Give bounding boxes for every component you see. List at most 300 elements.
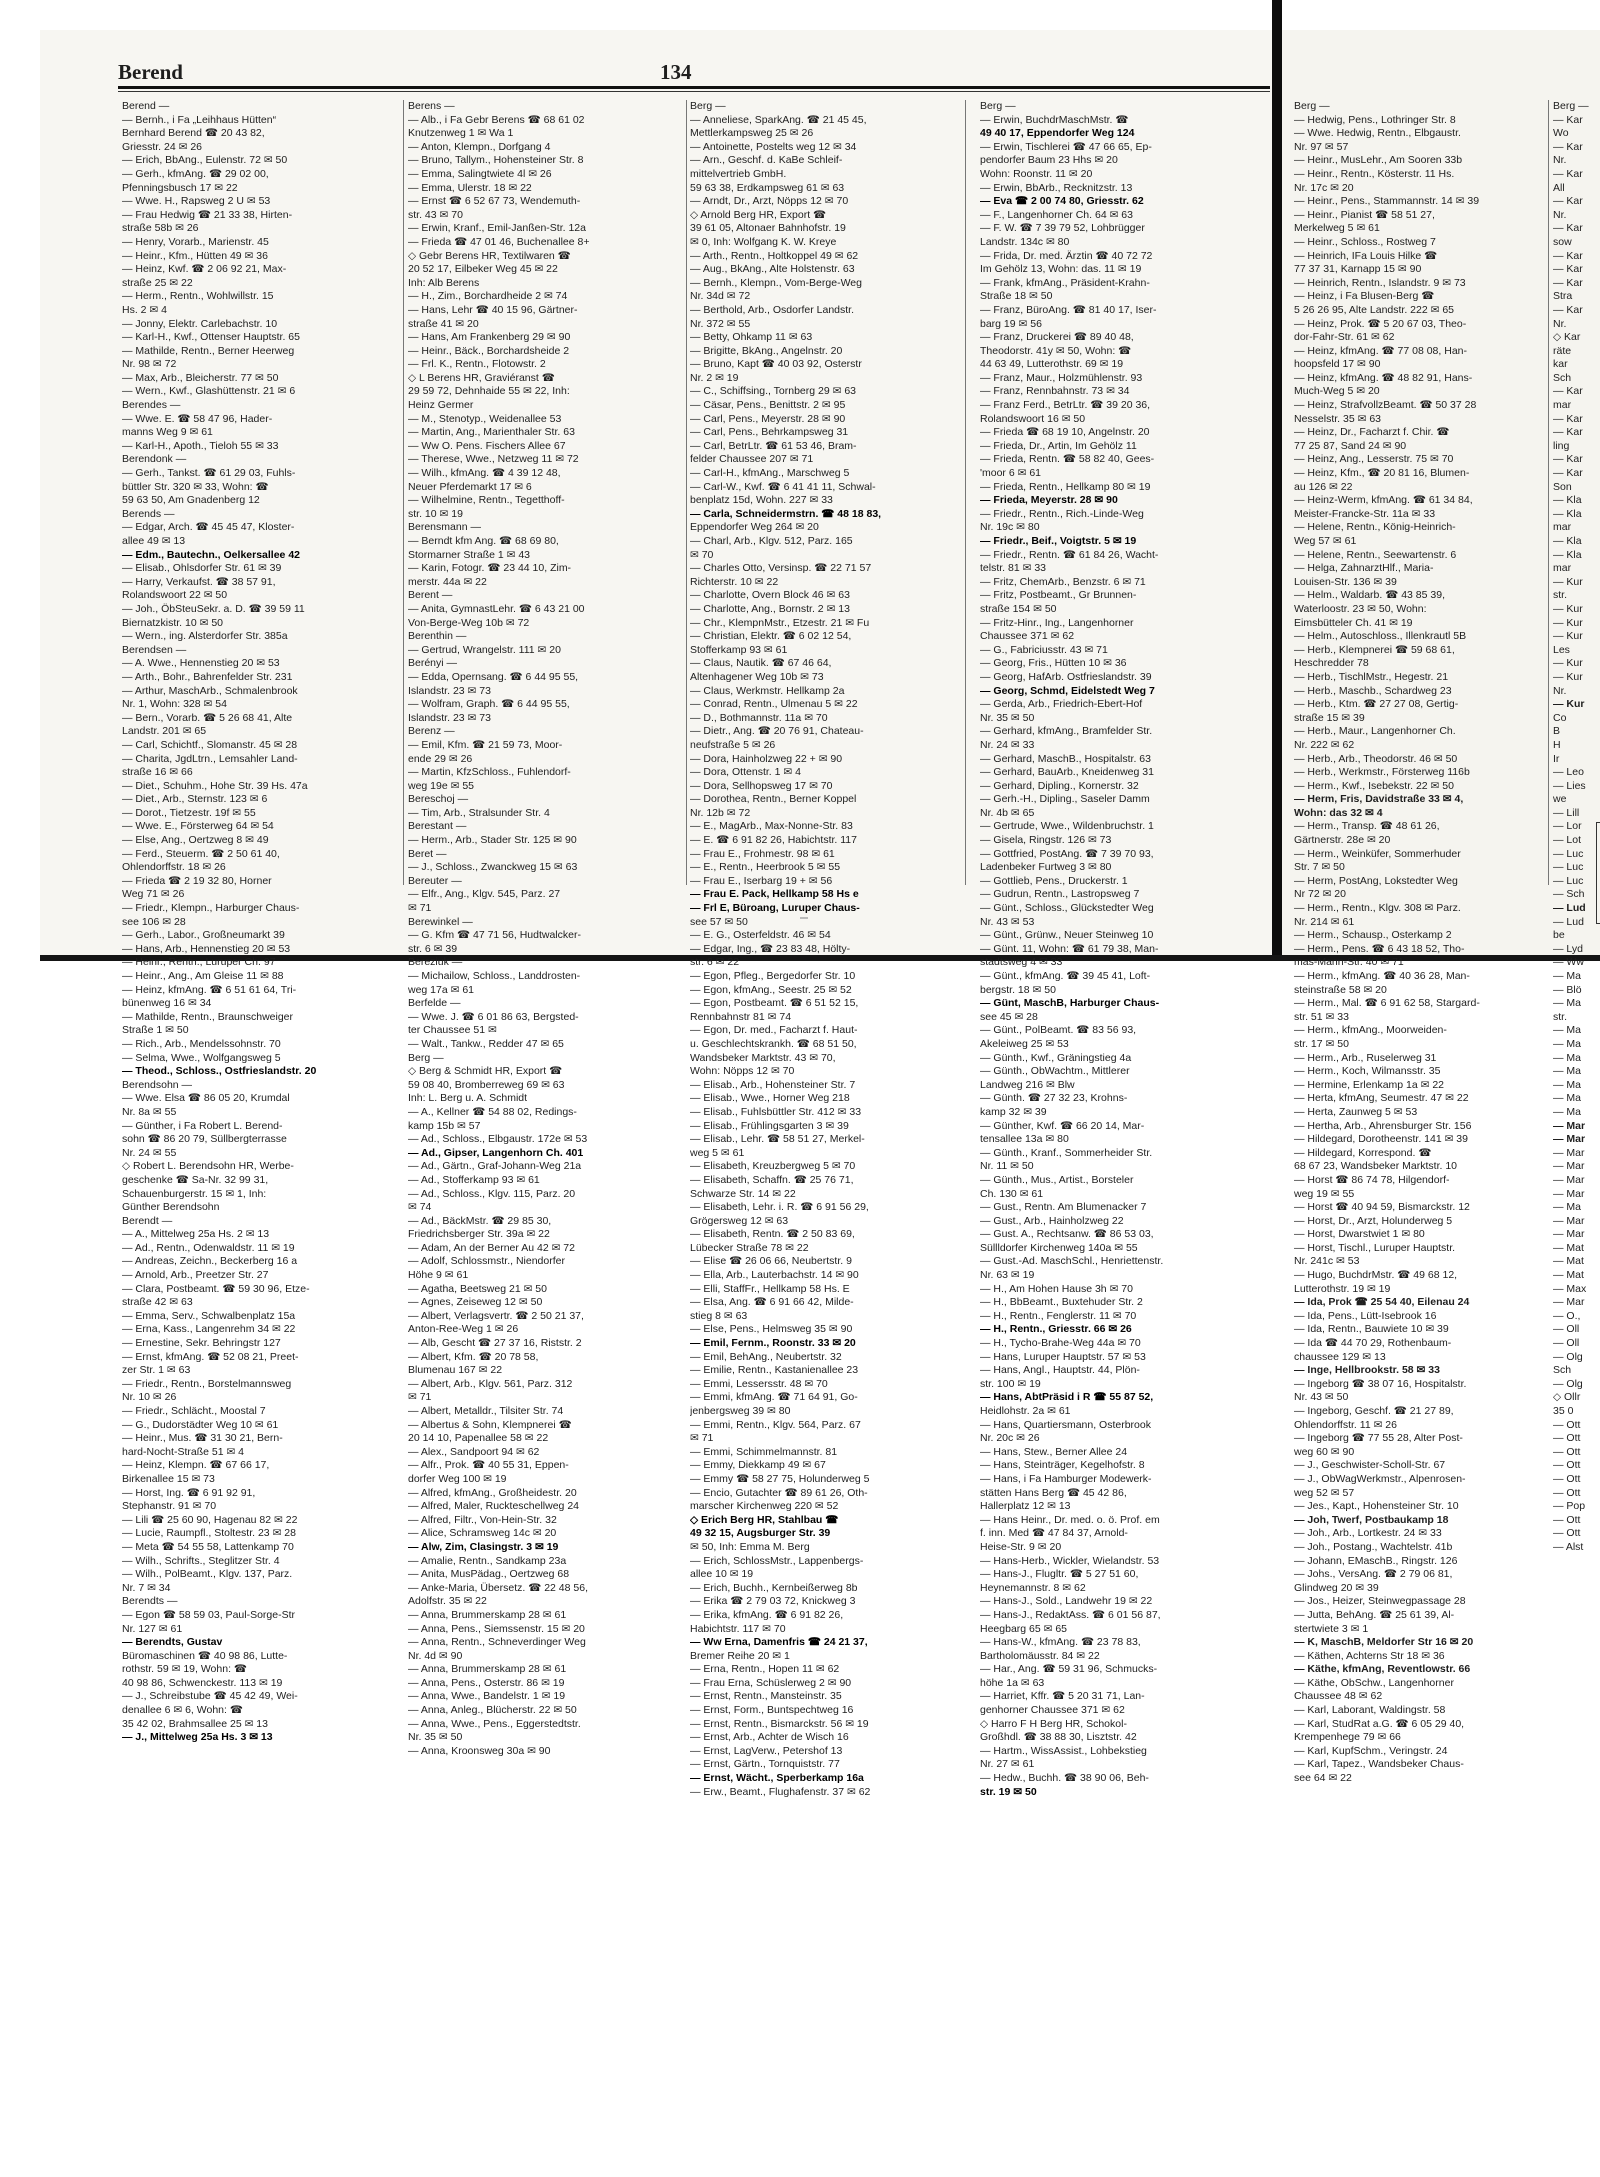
entry-line: denallee 6 ✉ 6, Wohn: ☎ [122, 1704, 243, 1717]
entry-line: — Charlotte, Ang., Bornstr. 2 ✉ 13 [690, 602, 850, 615]
entry-line: — H., Tycho-Brahe-Weg 44a ✉ 70 [980, 1337, 1141, 1350]
entry-line: ◇ Robert L. Berendsohn HR, Werbe- [122, 1160, 294, 1173]
entry-line: — Heinz, Dr., Facharzt f. Chir. ☎ [1294, 426, 1450, 439]
entry-line: — Ma [1553, 1092, 1582, 1105]
entry-line: Heegbarg 65 ✉ 65 [980, 1622, 1068, 1635]
entry-line: barg 19 ✉ 56 [980, 317, 1042, 330]
adjacent-page-column-1 [1294, 100, 1542, 1786]
entry-line: benplatz 15d, Wohn. 227 ✉ 33 [690, 494, 833, 507]
entry-line: Heynemannstr. 8 ✉ 62 [980, 1581, 1086, 1594]
entry-line: — Alb, Gescht ☎ 27 37 16, Riststr. 2 [408, 1337, 582, 1350]
entry-line: Nr. 35 ✉ 50 [980, 711, 1035, 724]
entry-line: — Mat [1553, 1269, 1584, 1282]
entry-line: — Gertrud, Wrangelstr. 111 ✉ 20 [408, 643, 561, 656]
entry-line: — Blö [1553, 983, 1582, 996]
entry-line: — Cäsar, Pens., Benittstr. 2 ✉ 95 [690, 399, 846, 412]
entry-line: — Wern., ing. Alsterdorfer Str. 385a [122, 630, 288, 643]
entry-line: — Günt. 11, Wohn: ☎ 61 79 38, Man- [980, 942, 1159, 955]
entry-line: — Kar [1553, 113, 1583, 126]
entry-line: — Oll [1553, 1337, 1580, 1350]
entry-line: — Gerhard, BauArb., Kneidenweg 31 [980, 766, 1154, 779]
entry-line: Stephanstr. 91 ✉ 70 [122, 1500, 217, 1513]
entry-line: — Heinr., Rentn., Kösterstr. 11 Hs. [1294, 167, 1455, 180]
entry-line: Nr. 2 ✉ 19 [690, 371, 739, 384]
header-rule [118, 86, 1270, 89]
entry-line: — Tim, Arb., Stralsunder Str. 4 [408, 806, 550, 819]
entry-line: str. [1553, 1010, 1568, 1023]
entry-line: — Ad., Stofferkamp 93 ✉ 61 [408, 1173, 540, 1186]
entry-line: Stra [1553, 290, 1573, 303]
entry-line: — Günth., Kranf., Sommerheider Str. [980, 1146, 1153, 1159]
entry-line: Les [1553, 643, 1570, 656]
entry-line: Nr. 4b ✉ 65 [980, 806, 1035, 819]
entry-line: — Amalie, Rentn., Sandkamp 23a [408, 1554, 567, 1567]
entry-line: — Frida, Dr. med. Ärztin ☎ 40 72 72 [980, 249, 1153, 262]
entry-line: Berendes — [122, 399, 181, 412]
entry-line: — Frank, kfmAng., Präsident-Krahn- [980, 276, 1150, 289]
entry-line: — Erich, SchlossMstr., Lappenbergs- [690, 1554, 864, 1567]
entry-line: — Emmy ☎ 58 27 75, Holunderweg 5 [690, 1472, 870, 1485]
entry-line: — Ad., Gipser, Langenhorn Ch. 401 [408, 1146, 584, 1159]
entry-line: — Anna, Brummerskamp 28 ✉ 61 [408, 1663, 567, 1676]
entry-line: — Herm., Transp. ☎ 48 61 26, [1294, 820, 1440, 833]
entry-line: Bremer Reihe 20 ✉ 1 [690, 1649, 790, 1662]
entry-line: — Frieda, Meyerstr. 28 ✉ 90 [980, 494, 1118, 507]
entry-line: Von-Berge-Weg 10b ✉ 72 [408, 616, 530, 629]
entry-line: — Emmi, Rentn., Klgv. 564, Parz. 67 [690, 1418, 861, 1431]
entry-line: Nr. 27 ✉ 61 [980, 1758, 1035, 1771]
entry-line: — Luc [1553, 861, 1584, 874]
entry-line: Berent — [408, 589, 453, 602]
entry-line: — Olg [1553, 1377, 1583, 1390]
entry-line: — Ernst ☎ 6 52 67 73, Wendemuth- [408, 195, 581, 208]
entry-line: str. 43 ✉ 70 [408, 208, 463, 221]
entry-line: — Erwin, Tischlerei ☎ 47 66 65, Ep- [980, 140, 1152, 153]
entry-line: — Albert, Kfm. ☎ 20 78 58, [408, 1350, 539, 1363]
entry-line: ◇ Berg & Schmidt HR, Export ☎ [408, 1065, 563, 1078]
entry-line: — Mar [1553, 1296, 1585, 1309]
entry-line: Bernhard Berend ☎ 20 43 82, [122, 127, 265, 140]
entry-line: — Emmy, Diekkamp 49 ✉ 67 [690, 1459, 826, 1472]
entry-line: Straße 18 ✉ 50 [980, 290, 1053, 303]
entry-line: — Anna, Kroonsweg 30a ✉ 90 [408, 1744, 551, 1757]
entry-line: — Ma [1553, 997, 1582, 1010]
entry-line: Bartholomäusstr. 84 ✉ 22 [980, 1649, 1100, 1662]
entry-line: — Charita, JgdLtrn., Lemsahler Land- [122, 752, 298, 765]
entry-line: — G., Fabriciusstr. 43 ✉ 71 [980, 643, 1108, 656]
entry-line: — E. ☎ 6 91 82 26, Habichtstr. 117 [690, 834, 857, 847]
entry-line: — Elisabeth, Kreuzbergweg 5 ✉ 70 [690, 1160, 856, 1173]
entry-line: — Ww O. Pens. Fischers Allee 67 [408, 439, 566, 452]
entry-line: — Olg [1553, 1350, 1583, 1363]
entry-line: Wohn: das 32 ✉ 4 [1294, 806, 1383, 819]
entry-line: — Frieda ☎ 2 19 32 80, Horner [122, 874, 272, 887]
entry-line: — Heinz, Kwf. ☎ 2 06 92 21, Max- [122, 263, 287, 276]
entry-line: — Günther, i Fa Robert L. Berend- [122, 1119, 283, 1132]
entry-line: — Albert, Verlagsvertr. ☎ 2 50 21 37, [408, 1309, 584, 1322]
entry-line: — Hermine, Erlenkamp 1a ✉ 22 [1294, 1078, 1445, 1091]
entry-line: — Arndt, Dr., Arzt, Nöpps 12 ✉ 70 [690, 195, 849, 208]
entry-line: Nr. 11 ✉ 50 [980, 1160, 1034, 1173]
entry-line: Theodorstr. 41y ✉ 50, Wohn: ☎ [980, 344, 1132, 357]
entry-line: — Hans-J., RedaktAss. ☎ 6 01 56 87, [980, 1608, 1161, 1621]
entry-line: — Wwe. E. ☎ 58 47 96, Hader- [122, 412, 273, 425]
entry-line: Günther Berendsohn [122, 1201, 220, 1214]
entry-line: — Dorothea, Rentn., Berner Koppel [690, 793, 857, 806]
entry-line: — Arthur, MaschArb., Schmalenbrook [122, 684, 298, 697]
entry-line: pendorfer Baum 23 Hhs ✉ 20 [980, 154, 1118, 167]
entry-line: — Emil, Fernm., Roonstr. 33 ✉ 20 [690, 1337, 856, 1350]
entry-line: Sch [1553, 1364, 1572, 1377]
entry-line: — Karl-H., Kwf., Ottenser Hauptstr. 65 [122, 331, 300, 344]
entry-line: be [1553, 929, 1565, 942]
entry-line: 29 59 72, Dehnhaide 55 ✉ 22, Inh: [408, 385, 570, 398]
entry-line: — Erwin, BbArb., Recknitzstr. 13 [980, 181, 1133, 194]
entry-line: — Walt., Tankw., Redder 47 ✉ 65 [408, 1037, 564, 1050]
entry-line: — Hans, Am Frankenberg 29 ✉ 90 [408, 331, 571, 344]
entry-line: — Har., Ang. ☎ 59 31 96, Schmucks- [980, 1663, 1158, 1676]
page-header-title: Berend [118, 60, 183, 84]
entry-line: — Kar [1553, 249, 1583, 262]
advertisement-box [1596, 822, 1600, 924]
entry-line: — Friedr., Rentn. ☎ 61 84 26, Wacht- [980, 548, 1159, 561]
entry-line: mar [1553, 562, 1572, 575]
entry-line: str. 6 ✉ 22 [690, 956, 740, 969]
entry-line: — Edgar, Ing., ☎ 23 83 48, Hölty- [690, 942, 851, 955]
entry-line: Gärtnerstr. 28e ✉ 20 [1294, 834, 1391, 847]
entry-line: 59 63 50, Am Gnadenberg 12 [122, 494, 260, 507]
entry-line: — Erika, kfmAng. ☎ 6 91 82 26, [690, 1608, 844, 1621]
entry-line: — Bruno, Tallym., Hohensteiner Str. 8 [408, 154, 584, 167]
entry-line: Berewinkel — [408, 915, 473, 928]
entry-line: — Ad., Gärtn., Graf-Johann-Weg 21a [408, 1160, 582, 1173]
entry-line: — Elisabeth, Lehr. i. R. ☎ 6 91 56 29, [690, 1201, 869, 1214]
entry-line: — Johann, EMaschB., Ringstr. 126 [1294, 1554, 1458, 1567]
entry-line: Inh: Alb Berens [408, 276, 480, 289]
entry-line: — Anna, Wwe., Bandelstr. 1 ✉ 19 [408, 1690, 566, 1703]
entry-line: — Carla, Schneidermstrn. ☎ 48 18 83, [690, 507, 882, 520]
entry-line: Berg — [1553, 100, 1589, 112]
entry-line: — Mar [1553, 1187, 1585, 1200]
entry-line: — Kla [1553, 507, 1582, 520]
entry-line: Wohn: Roonstr. 11 ✉ 20 [980, 167, 1093, 180]
entry-line: — Edm., Bautechn., Oelkersallee 42 [122, 548, 300, 561]
entry-line: — D., Bothmannstr. 11a ✉ 70 [690, 711, 828, 724]
entry-line: — Wilh., PolBeamt., Klgv. 137, Parz. [122, 1568, 293, 1581]
entry-line: büttler Str. 320 ✉ 33, Wohn: ☎ [122, 480, 269, 493]
entry-line: — Herm., Rentn., Klgv. 308 ✉ Parz. [1294, 902, 1461, 915]
entry-line: — H., BbBeamt., Buxtehuder Str. 2 [980, 1296, 1143, 1309]
entry-line: Co [1553, 711, 1567, 724]
header-rule-thin [118, 91, 1270, 92]
entry-line: Berenthin — [408, 630, 467, 643]
entry-line: ende 29 ✉ 26 [408, 752, 473, 765]
entry-line: — Egon, kfmAng., Seestr. 25 ✉ 52 [690, 983, 852, 996]
entry-line: — J., Geschwister-Scholl-Str. 67 [1294, 1459, 1446, 1472]
entry-line: marscher Kirchenweg 220 ✉ 52 [690, 1500, 839, 1513]
entry-line: ling [1553, 439, 1570, 452]
entry-line: — Lies [1553, 779, 1586, 792]
entry-line: — F. W. ☎ 7 39 79 52, Lohbrügger [980, 222, 1145, 235]
column-divider [403, 100, 404, 885]
entry-line: — Oll [1553, 1323, 1580, 1336]
entry-line: All [1553, 181, 1565, 194]
entry-line: — Ma [1553, 1065, 1582, 1078]
entry-line: Berfelde — [408, 997, 461, 1010]
entry-line: 40 98 86, Schwenckestr. 113 ✉ 19 [122, 1676, 283, 1689]
entry-line: — Ma [1553, 1078, 1582, 1091]
entry-line: — Heinrich, Rentn., Islandstr. 9 ✉ 73 [1294, 276, 1466, 289]
entry-line: — Carl, Pens., Meyerstr. 28 ✉ 90 [690, 412, 846, 425]
entry-line: — Mathilde, Rentn., Braunschweiger [122, 1010, 293, 1023]
entry-line: — Friedr., Rentn., Borstelmannsweg [122, 1377, 292, 1390]
adjacent-column-divider [1548, 100, 1549, 885]
entry-line: — Conrad, Rentn., Ulmenau 5 ✉ 22 [690, 698, 858, 711]
entry-line: — Elisab., Arb., Hohensteiner Str. 7 [690, 1078, 856, 1091]
entry-line: — Frieda, Rentn. ☎ 58 82 40, Gees- [980, 453, 1155, 466]
entry-line: str. [1553, 589, 1568, 602]
entry-line: — Mathilde, Rentn., Berner Heerweg [122, 344, 295, 357]
entry-line: — Albertus & Sohn, Klempnerei ☎ [408, 1418, 572, 1431]
entry-line: — Harriet, Kffr. ☎ 5 20 31 71, Lan- [980, 1690, 1145, 1703]
entry-line: — Emmi, Lessersstr. 48 ✉ 70 [690, 1377, 828, 1390]
entry-line: — Hildegard, Korrespond. ☎ [1294, 1146, 1432, 1159]
entry-line: Much-Weg 5 ✉ 20 [1294, 385, 1380, 398]
entry-line: — Michailow, Schloss., Landdrosten- [408, 970, 581, 982]
entry-line: — Berthold, Arb., Osdorfer Landstr. [690, 303, 854, 316]
entry-line: — Georg, Schmd, Eidelstedt Weg 7 [980, 684, 1155, 697]
entry-line: Schauenburgerstr. 15 ✉ 1, Inh: [122, 1187, 267, 1200]
entry-line: — Ella, Arb., Lauterbachstr. 14 ✉ 90 [690, 1269, 859, 1282]
entry-line: — Herm, PostAng, Lokstedter Weg [1294, 874, 1458, 887]
adjacent-page-column-2 [1553, 100, 1600, 1555]
entry-line: — Heinr., Ang., Am Gleise 11 ✉ 88 [122, 970, 284, 982]
entry-line: — Kla [1553, 548, 1582, 561]
entry-line: Blumenau 167 ✉ 22 [408, 1364, 503, 1377]
entry-line: 59 63 38, Erdkampsweg 61 ✉ 63 [690, 181, 845, 194]
entry-line: — Gottlieb, Pens., Druckerstr. 1 [980, 874, 1128, 887]
entry-line: ✉ 71 [690, 1432, 714, 1445]
entry-line: — Ott [1553, 1459, 1581, 1472]
entry-line: Nr. 97 ✉ 57 [1294, 140, 1349, 153]
entry-line: — Anke-Maria, Übersetz. ☎ 22 48 56, [408, 1581, 588, 1594]
entry-line: ◇ Erich Berg HR, Stahlbau ☎ [690, 1513, 839, 1526]
entry-line: — Horst, Ing. ☎ 6 91 92 91, [122, 1486, 256, 1499]
entry-line: Chaussee 48 ✉ 62 [1294, 1690, 1383, 1703]
entry-line: Inh: L. Berg u. A. Schmidt [408, 1092, 528, 1105]
entry-line: — Helm., Autoschloss., Illenkrautl 5B [1294, 630, 1467, 643]
entry-line: mas-Mann-Str. 40 ✉ 71 [1294, 956, 1404, 969]
entry-line: — Lud [1553, 915, 1584, 928]
entry-line: see 106 ✉ 28 [122, 915, 186, 928]
entry-line: Wo [1553, 127, 1569, 140]
entry-line: — Gerhard, MaschB., Hospitalstr. 63 [980, 752, 1151, 765]
entry-line: — Anna, Pens., Siemssenstr. 15 ✉ 20 [408, 1622, 585, 1635]
entry-line: Birkenallee 15 ✉ 73 [122, 1472, 215, 1485]
entry-line: Ohlendorffstr. 11 ✉ 26 [1294, 1418, 1397, 1431]
entry-line: — Wern., Kwf., Glashüttenstr. 21 ✉ 6 [122, 385, 296, 398]
entry-line: Großhdl. ☎ 38 88 30, Lisztstr. 42 [980, 1731, 1137, 1744]
entry-line: — Heinr., Schloss., Rostweg 7 [1294, 235, 1436, 248]
entry-line: — Karl, Tapez., Wandsbeker Chaus- [1294, 1758, 1464, 1771]
entry-line: — Heinz, kfmAng. ☎ 48 82 91, Hans- [1294, 371, 1473, 384]
entry-line: Nr. [1553, 684, 1567, 697]
entry-line: — Dorot., Tietzestr. 19f ✉ 55 [122, 806, 256, 819]
entry-line: — Gust., Rentn. Am Blumenacker 7 [980, 1201, 1147, 1214]
entry-line: ✉ 71 [408, 1391, 432, 1404]
entry-line: — Kar [1553, 453, 1583, 466]
entry-line: — Heinz, i Fa Blusen-Berg ☎ [1294, 290, 1435, 303]
entry-line: Lutterothstr. 19 ✉ 19 [1294, 1282, 1391, 1295]
entry-line: — Herta, kfmAng, Seumestr. 47 ✉ 22 [1294, 1092, 1469, 1105]
entry-line: — E., MagArb., Max-Nonne-Str. 83 [690, 820, 853, 833]
entry-line: — Ma [1553, 1037, 1582, 1050]
entry-line: — Ernst, Rentn., Mansteinstr. 35 [690, 1690, 842, 1703]
entry-line: Nr. 127 ✉ 61 [122, 1622, 183, 1635]
entry-line: — Antoinette, Postelts weg 12 ✉ 34 [690, 140, 857, 153]
entry-line: Nr. 24 ✉ 55 [122, 1146, 177, 1159]
entry-line: — Erich, Buchh., Kernbeißerweg 8b [690, 1581, 858, 1594]
entry-line: — Günth., Mus., Artist., Borsteler [980, 1173, 1134, 1186]
entry-line: — Jutta, BehAng. ☎ 25 61 39, Al- [1294, 1608, 1455, 1621]
entry-line: — Else, Ang., Oertzweg 8 ✉ 49 [122, 834, 269, 847]
entry-line: Rennbahnstr 81 ✉ 74 [690, 1010, 792, 1023]
entry-line: — Betty, Ohkamp 11 ✉ 63 [690, 331, 813, 344]
entry-line: — H., Rentn., Fenglerstr. 11 ✉ 70 [980, 1309, 1137, 1322]
entry-line: — Kur [1553, 575, 1583, 588]
entry-line: — Frau Erna, Schüslerweg 2 ✉ 90 [690, 1676, 852, 1689]
entry-line: Berg — [980, 100, 1016, 112]
entry-line: — Joh., Arb., Lortkestr. 24 ✉ 33 [1294, 1527, 1442, 1540]
scan-speck [800, 917, 808, 919]
entry-line: — Wilh., Schrifts., Steglitzer Str. 4 [122, 1554, 280, 1567]
entry-line: — Gerda, Arb., Friedrich-Ebert-Hof [980, 698, 1143, 711]
entry-line: — Käthe, kfmAng, Reventlowstr. 66 [1294, 1663, 1471, 1676]
entry-line: — Mat [1553, 1255, 1584, 1268]
entry-line: bünenweg 16 ✉ 34 [122, 997, 212, 1010]
entry-line: — Heinr., Pens., Stammannstr. 14 ✉ 39 [1294, 195, 1480, 208]
entry-line: — Lor [1553, 820, 1582, 833]
entry-line: — Kar [1553, 276, 1583, 289]
entry-line: Ohlendorffstr. 18 ✉ 26 [122, 861, 226, 874]
entry-line: — Emmi, kfmAng. ☎ 71 64 91, Go- [690, 1391, 858, 1404]
entry-line: 35 42 02, Brahmsallee 25 ✉ 13 [122, 1717, 268, 1730]
entry-line: — Ad., Schloss., Elbgaustr. 172e ✉ 53 [408, 1133, 588, 1146]
entry-line: Grögersweg 12 ✉ 63 [690, 1214, 789, 1227]
entry-line: — Heinz, kfmAng. ☎ 6 51 61 64, Tri- [122, 983, 297, 996]
entry-line: u. Geschlechtskrankh. ☎ 68 51 50, [690, 1037, 857, 1050]
entry-line: ✉ 50, Inh: Emma M. Berg [690, 1540, 810, 1553]
entry-line: — Frieda, Rentn., Hellkamp 80 ✉ 19 [980, 480, 1151, 493]
entry-line: — Karl, KupfSchm., Veringstr. 24 [1294, 1744, 1448, 1757]
entry-line: — Heinz, StrafvollzBeamt. ☎ 50 37 28 [1294, 399, 1477, 412]
entry-line: — Gerh., Labor., Großneumarkt 39 [122, 929, 285, 942]
entry-line: — Fritz, ChemArb., Benzstr. 6 ✉ 71 [980, 575, 1146, 588]
entry-line: — Franz, Druckerei ☎ 89 40 48, [980, 331, 1134, 344]
entry-line: — Horst, Tischl., Luruper Hauptstr. [1294, 1241, 1456, 1254]
entry-line: — Wwe. E., Försterweg 64 ✉ 54 [122, 820, 274, 833]
entry-line: — Heinz, kfmAng. ☎ 77 08 08, Han- [1294, 344, 1467, 357]
entry-line: — Ida, Rentn., Bauwiete 10 ✉ 39 [1294, 1323, 1449, 1336]
entry-line: Beret — [408, 847, 447, 860]
entry-line: Islandstr. 23 ✉ 73 [408, 711, 491, 724]
entry-line: Nr 72 ✉ 20 [1294, 888, 1346, 901]
entry-line: — Günt., PolBeamt. ☎ 83 56 93, [980, 1024, 1137, 1037]
entry-line: — Jes., Kapt., Hohensteiner Str. 10 [1294, 1500, 1459, 1513]
entry-line: weg 60 ✉ 90 [1294, 1445, 1355, 1458]
entry-line: Süllldorfer Kirchenweg 140a ✉ 55 [980, 1241, 1138, 1254]
entry-line: str. 6 ✉ 39 [408, 942, 458, 955]
entry-line: — Elisabeth, Schaffn. ☎ 25 76 71, [690, 1173, 854, 1186]
entry-line: — Friedr., Klempn., Harburger Chaus- [122, 902, 300, 915]
entry-line: — A., Kellner ☎ 54 88 02, Redings- [408, 1105, 577, 1118]
entry-line: — Eva ☎ 2 00 74 80, Griesstr. 62 [980, 195, 1144, 208]
entry-line: Glindweg 20 ✉ 39 [1294, 1581, 1379, 1594]
entry-line: — Heinr., Bäck., Borchardsheide 2 [408, 344, 570, 357]
entry-line: ✉ 70 [690, 548, 714, 561]
entry-line: — Egon ☎ 58 59 03, Paul-Sorge-Str [122, 1608, 296, 1621]
entry-line: — Aug., BkAng., Alte Holstenstr. 63 [690, 263, 855, 276]
entry-line: 49 32 15, Augsburger Str. 39 [690, 1527, 831, 1540]
entry-line: — Gudrun, Rentn., Lastropsweg 7 [980, 888, 1140, 901]
entry-line: — Ida, Prok ☎ 25 54 40, Eilenau 24 [1294, 1296, 1470, 1309]
entry-line: kamp 15b ✉ 57 [408, 1119, 481, 1132]
entry-line: — Hans-Herb., Wickler, Wielandstr. 53 [980, 1554, 1160, 1567]
entry-line: — Ad., BäckMstr. ☎ 29 85 30, [408, 1214, 552, 1227]
entry-line: — Ott [1553, 1418, 1581, 1431]
entry-line: Rolandswoort 16 ✉ 50 [980, 412, 1086, 425]
entry-line: — Heinz, Klempn. ☎ 67 66 17, [122, 1459, 270, 1472]
entry-line: straße 41 ✉ 20 [408, 317, 479, 330]
entry-line: straße 154 ✉ 50 [980, 602, 1057, 615]
entry-line: Nr. 43 ✉ 50 [1294, 1391, 1349, 1404]
entry-line: — Martin, Ang., Marienthaler Str. 63 [408, 426, 575, 439]
entry-line: — A., Mittelweg 25a Hs. 2 ✉ 13 [122, 1228, 270, 1241]
entry-line: — Erich, BbAng., Eulenstr. 72 ✉ 50 [122, 154, 288, 167]
entry-line: ◇ Kar [1553, 331, 1581, 344]
entry-line: — Franz, BüroAng. ☎ 81 40 17, Iser- [980, 303, 1157, 316]
entry-line: Berendsen — [122, 643, 187, 656]
entry-line: Nr. 241c ✉ 53 [1294, 1255, 1360, 1268]
entry-line: — Anna, Wwe., Pens., Eggerstedtstr. [408, 1717, 581, 1730]
entry-line: Berendsohn — [122, 1078, 193, 1091]
entry-line: Krempenhege 79 ✉ 66 [1294, 1731, 1401, 1744]
entry-line: Nr. 372 ✉ 55 [690, 317, 751, 330]
entry-line: Mettlerkampsweg 25 ✉ 26 [690, 127, 814, 140]
entry-line: — Ott [1553, 1472, 1581, 1485]
entry-line: Heidlohstr. 2a ✉ 61 [980, 1405, 1071, 1417]
entry-line: Lübecker Straße 78 ✉ 22 [690, 1241, 809, 1254]
entry-line: Adolfstr. 35 ✉ 22 [408, 1595, 487, 1608]
entry-line: — Mar [1553, 1173, 1585, 1186]
entry-line: — Emil, BehAng., Neubertstr. 32 [690, 1350, 842, 1363]
entry-line: — Frau Hedwig ☎ 21 33 38, Hirten- [122, 208, 293, 221]
entry-line: Berendt — [122, 1214, 173, 1227]
entry-line: — Brigitte, BkAng., Angelnstr. 20 [690, 344, 843, 357]
entry-line: — Günth., Kwf., Gräningstieg 4a [980, 1051, 1132, 1064]
entry-line: sow [1553, 235, 1572, 248]
entry-line: — J., ObWagWerkmstr., Alpenrosen- [1294, 1472, 1466, 1485]
entry-line: — Herm., Weinküfer, Sommerhuder [1294, 847, 1461, 860]
entry-line: — Theod., Schloss., Ostfrieslandstr. 20 [122, 1065, 317, 1078]
entry-line: — Albert, Arb., Klgv. 561, Parz. 312 [408, 1377, 573, 1390]
entry-line: Sch [1553, 371, 1572, 384]
entry-line: — Kar [1553, 467, 1583, 480]
entry-line: Nr. 35 ✉ 50 [408, 1731, 463, 1744]
entry-line: Nr. 214 ✉ 61 [1294, 915, 1355, 928]
entry-line: — Horst, Dwarstwiet 1 ✉ 80 [1294, 1228, 1425, 1241]
entry-line: — Kar [1553, 195, 1583, 208]
